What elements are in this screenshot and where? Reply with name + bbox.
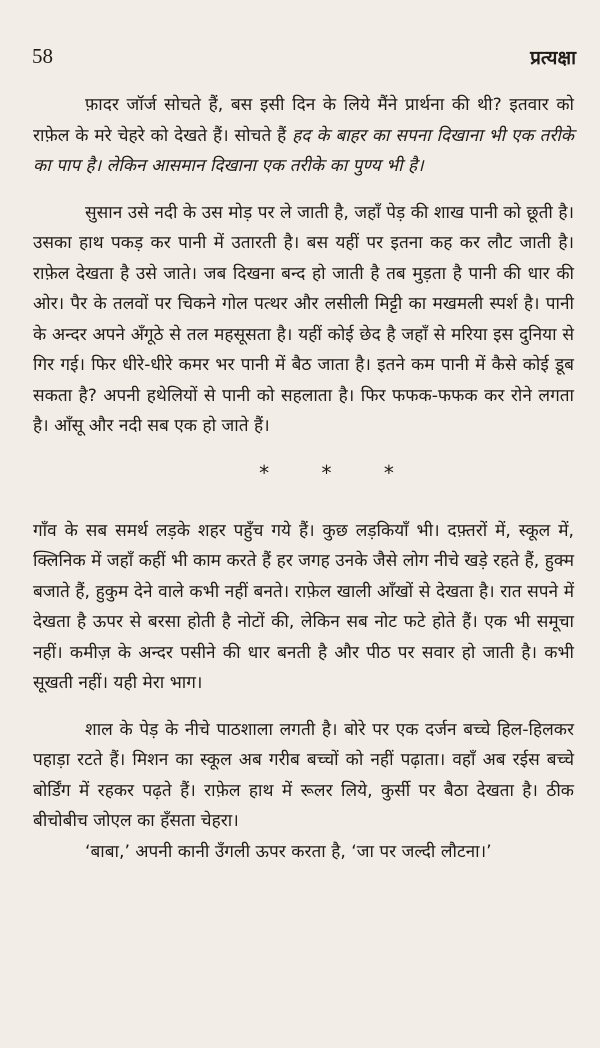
paragraph-1 [33,90,574,182]
paragraph-1-text: फ़ादर जॉर्ज सोचते हैं, बस इसी दिन के लिये मैंने प्रार्थना की थी? इतवार को राफ़ेल के मरे चेहरे को देखते हैं। सोचते हैं [33,95,574,146]
separator-star-2: * [321,460,332,485]
body-text [33,90,574,867]
section-separator [33,458,574,488]
paragraph-1-italic-text: हद के बाहर का सपना दिखाना भी एक तरीके का पाप है। लेकिन आसमान दिखाना एक तरीके का पुण्य भी है। [33,125,574,176]
paragraph-3: गाँव के सब समर्थ लड़के शहर पहुँच गये हैं। कुछ लड़कियाँ भी। दफ़्तरों में, स्कूल में, क्लिनिक में जहाँ कहीं भी काम करते हैं हर जगह उनके जैसे लोग नीचे खड़े रहते हैं, हुक्म बजाते हैं, हुकुम देने वाले कभी नहीं बनते। राफ़ेल खाली आँखों से देखता है। रात सपने में देखता है ऊपर से बरसा होती है नोटों की, लेकिन सब नोट फटे होते हैं। एक भी समूचा नहीं। कमीज़ के अन्दर पसीने की धार बनती है और पीठ पर सवार हो जाती है। कभी सूखती नहीं। यही मेरा भाग। [33,520,574,693]
page-header [32,44,576,74]
running-title: प्रत्यक्षा [530,47,576,69]
separator-star-1: * [259,460,270,485]
separator-star-3: * [383,460,394,485]
paragraph-2: सुसान उसे नदी के उस मोड़ पर ले जाती है, जहाँ पेड़ की शाख पानी को छूती है। उसका हाथ पकड़ कर पानी में उतारती है। बस यहीं पर इतना कह कर लौट जाती है। राफ़ेल देखता है उसे जाते। जब दिखना बन्द हो जाती है तब मुड़ता है पानी की धार की ओर। पैर के तलवों पर चिकने गोल पत्थर और लसीली मिट्टी का मखमली स्पर्श है। पानी के अन्दर अपने अँगूठे से तल महसूसता है। यहीं कोई छेद है जहाँ से मरिया इस दुनिया से गिर गई। फिर धीरे-धीरे कमर भर पानी में बैठ जाता है। इतने कम पानी में कैसे कोई डूब सकता है? अपनी हथेलियों से पानी को सहलाता है। फिर फफक-फफक कर रोने लगता है। आँसू और नदी सब एक हो जाते हैं। [33,202,574,436]
page-number: 58 [32,44,53,68]
paragraph-5: ‘बाबा,’ अपनी कानी उँगली ऊपर करता है, ‘जा पर जल्दी लौटना।’ [85,841,492,862]
paragraph-4: शाल के पेड़ के नीचे पाठशाला लगती है। बोरे पर एक दर्जन बच्चे हिल-हिलकर पहाड़ा रटते हैं। मिशन का स्कूल अब गरीब बच्चों को नहीं पढ़ाता। वहाँ अब रईस बच्चे बोर्डिंग में रहकर पढ़ते हैं। राफ़ेल हाथ में रूलर लिये, कुर्सी पर बैठा देखता है। ठीक बीचोबीच जोएल का हँसता चेहरा। [33,719,574,831]
